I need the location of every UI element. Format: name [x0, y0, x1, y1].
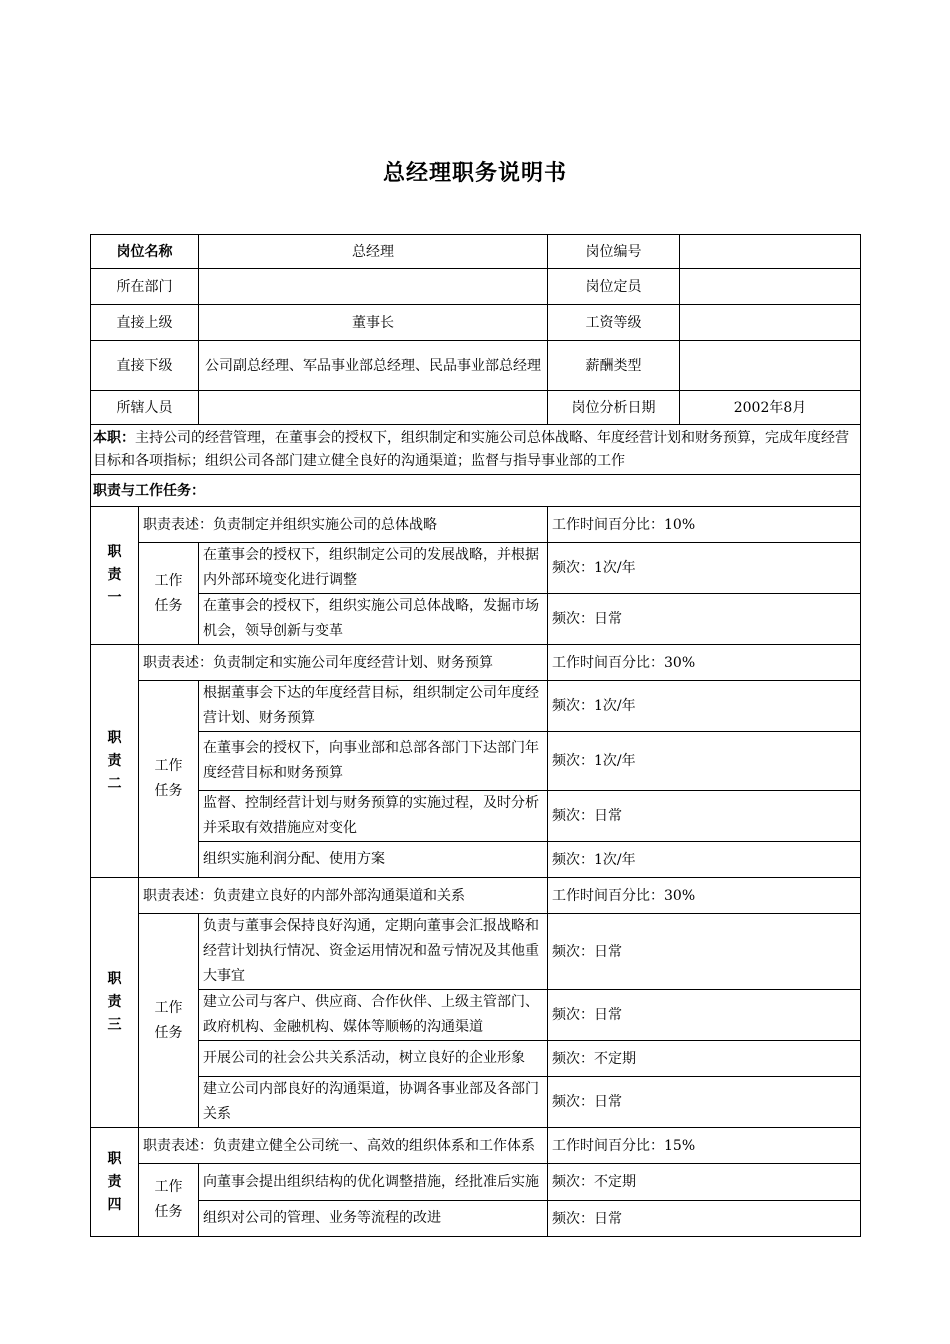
core-duty — [91, 425, 861, 475]
duty-4-name: 职 责 四 — [91, 1128, 139, 1237]
duty-1-description: 职责表述：负责制定并组织实施公司的总体战略 — [139, 507, 548, 543]
staff-label: 所辖人员 — [91, 391, 199, 425]
duty-4-task-2: 组织对公司的管理、业务等流程的改进 — [199, 1201, 548, 1237]
duty-3-time-pct: 工作时间百分比：30% — [548, 878, 861, 914]
duty-3-task-3: 开展公司的社会公共关系活动，树立良好的企业形象 — [199, 1041, 548, 1077]
duty-4-task-1-freq: 频次：不定期 — [548, 1164, 861, 1201]
core-duty-label: 本职： — [93, 429, 135, 446]
duty-4-task-1: 向董事会提出组织结构的优化调整措施，经批准后实施 — [199, 1164, 548, 1201]
duty-3-task-4: 建立公司内部良好的沟通渠道，协调各事业部及各部门关系 — [199, 1077, 548, 1128]
superior-label: 直接上级 — [91, 305, 199, 341]
duty-3-task-label: 工作 任务 — [139, 914, 199, 1128]
duty-1-time-pct: 工作时间百分比：10% — [548, 507, 861, 543]
duty-3-task-2: 建立公司与客户、供应商、合作伙伴、上级主管部门、政府机构、金融机构、媒体等顺畅的沟通渠道 — [199, 990, 548, 1041]
duty-2-task-2: 在董事会的授权下，向事业部和总部各部门下达部门年度经营目标和财务预算 — [199, 732, 548, 791]
subordinate-label: 直接下级 — [91, 341, 199, 391]
duty-2-task-1: 根据董事会下达的年度经营目标，组织制定公司年度经营计划、财务预算 — [199, 681, 548, 732]
duty-2-task-label: 工作 任务 — [139, 681, 199, 878]
duty-4-task-2-freq: 频次：日常 — [548, 1201, 861, 1237]
duty-1-task-1-freq: 频次：1次/年 — [548, 543, 861, 594]
duty-4-task-label: 工作 任务 — [139, 1164, 199, 1237]
duty-3-name: 职 责 三 — [91, 878, 139, 1128]
duty-1-name: 职 责 一 — [91, 507, 139, 645]
position-no-label: 岗位编号 — [548, 235, 680, 269]
duty-4-description: 职责表述：负责建立健全公司统一、高效的组织体系和工作体系 — [139, 1128, 548, 1164]
core-duty-text: 主持公司的经营管理，在董事会的授权下，组织制定和实施公司总体战略、年度经营计划和财务预算，完成年度经营目标和各项指标；组织公司各部门建立健全良好的沟通渠道；监督与指导事业部的工作 — [93, 429, 849, 469]
page-title: 总经理职务说明书 — [382, 161, 567, 186]
duty-2-task-3: 监督、控制经营计划与财务预算的实施过程，及时分析并采取有效措施应对变化 — [199, 791, 548, 842]
duty-2-task-3-freq: 频次：日常 — [548, 791, 861, 842]
duty-2-task-4-freq: 频次：1次/年 — [548, 842, 861, 878]
superior-value: 董事长 — [199, 305, 548, 341]
department-label: 所在部门 — [91, 269, 199, 305]
position-name-value: 总经理 — [199, 235, 548, 269]
info-table — [90, 234, 861, 1237]
duty-3-task-1-freq: 频次：日常 — [548, 914, 861, 990]
department-value — [199, 269, 548, 305]
duty-3-task-4-freq: 频次：日常 — [548, 1077, 861, 1128]
salary-grade-label: 工资等级 — [548, 305, 680, 341]
subordinate-value: 公司副总经理、军品事业部总经理、民品事业部总经理 — [199, 341, 548, 391]
duty-2-task-2-freq: 频次：1次/年 — [548, 732, 861, 791]
duty-2-time-pct: 工作时间百分比：30% — [548, 645, 861, 681]
pay-type-value — [680, 341, 861, 391]
job-description-form — [90, 234, 860, 1237]
position-name-label: 岗位名称 — [91, 235, 199, 269]
duties-heading: 职责与工作任务： — [91, 475, 861, 507]
duty-2-description: 职责表述：负责制定和实施公司年度经营计划、财务预算 — [139, 645, 548, 681]
duty-3-task-1: 负责与董事会保持良好沟通，定期向董事会汇报战略和经营计划执行情况、资金运用情况和盈亏情况及其他重大事宜 — [199, 914, 548, 990]
pay-type-label: 薪酬类型 — [548, 341, 680, 391]
analysis-date-label: 岗位分析日期 — [548, 391, 680, 425]
headcount-value — [680, 269, 861, 305]
duty-2-task-4: 组织实施利润分配、使用方案 — [199, 842, 548, 878]
duty-1-task-1: 在董事会的授权下，组织制定公司的发展战略，并根据内外部环境变化进行调整 — [199, 543, 548, 594]
duty-3-description: 职责表述：负责建立良好的内部外部沟通渠道和关系 — [139, 878, 548, 914]
duty-4-time-pct: 工作时间百分比：15% — [548, 1128, 861, 1164]
duty-3-task-3-freq: 频次：不定期 — [548, 1041, 861, 1077]
duty-2-task-1-freq: 频次：1次/年 — [548, 681, 861, 732]
staff-value — [199, 391, 548, 425]
salary-grade-value — [680, 305, 861, 341]
duty-3-task-2-freq: 频次：日常 — [548, 990, 861, 1041]
analysis-date-value: 2002年8月 — [680, 391, 861, 425]
duty-1-task-label: 工作 任务 — [139, 543, 199, 645]
duty-1-task-2: 在董事会的授权下，组织实施公司总体战略，发掘市场机会，领导创新与变革 — [199, 594, 548, 645]
duty-1-task-2-freq: 频次：日常 — [548, 594, 861, 645]
duty-2-name: 职 责 二 — [91, 645, 139, 878]
headcount-label: 岗位定员 — [548, 269, 680, 305]
position-no-value — [680, 235, 861, 269]
